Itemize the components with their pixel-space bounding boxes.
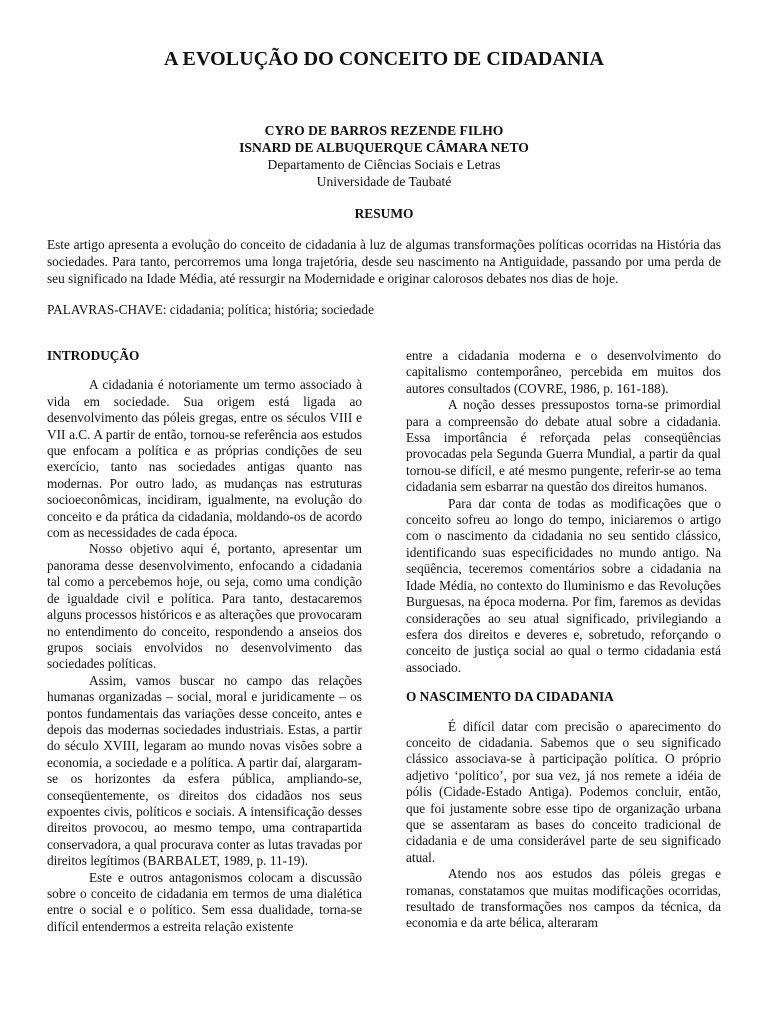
university: Universidade de Taubaté (316, 174, 452, 189)
right-column (406, 348, 721, 932)
left-column (47, 348, 362, 935)
keywords: PALAVRAS-CHAVE: cidadania; política; história; sociedade (47, 302, 374, 317)
section-heading-introducao: INTRODUÇÃO (47, 348, 140, 363)
paragraph: É difícil datar com precisão o aparecimento do conceito de cidadania. Sabemos que o seu significado clássico associava-se à participação política. O próprio adjetivo ‘político’, por sua vez, já nos remete a idéia de pólis (Cidade-Estado Antiga). Podemos concluir, então, que foi justamente sobre esse tipo de organização urbana que se assentaram as bases do conceito tradicional de cidadania e de uma considerável parte de seu significado atual. (406, 718, 721, 865)
abstract-heading: RESUMO (354, 206, 414, 221)
paragraph: Atendo nos aos estudos das póleis gregas e romanas, constatamos que muitas modificações ocorridas, resultado de transformações nos campos da técnica, da economia e da arte bélica, alteraram (406, 866, 721, 931)
paragraph: Nosso objetivo aqui é, portanto, apresentar um panorama desse desenvolvimento, enfocando a cidadania tal como a percebemos hoje, ou seja, como uma condição de igualdade civil e política. Para tanto, destacaremos alguns processos históricos e as alterações que provocaram no entendimento do conceito, respondendo a anseios dos grupos sociais envolvidos no desenvolvimento das sociedades políticas. (47, 541, 362, 672)
author-block (0, 122, 768, 190)
paragraph: A cidadania é notoriamente um termo associado à vida em sociedade. Sua origem está ligada ao desenvolvimento das póleis gregas, entre os séculos VIII e VII a.C. A partir de então, tornou-se referência aos estudos que enfocam a política e as próprias condições de seu exercício, tanto nas sociedades antigas quanto nas modernas. Por outro lado, as mudanças nas estruturas socioeconômicas, incidiram, igualmente, na evolução do conceito e da prática da cidadania, moldando-os de acordo com as necessidades de cada época. (47, 377, 362, 541)
paragraph: A noção desses pressupostos torna-se primordial para a compreensão do debate atual sobre a cidadania. Essa importância é reforçada pelas conseqüências provocadas pela Segunda Guerra Mundial, a partir da qual tornou-se difícil, e até mesmo pungente, referir-se ao tema cidadania sem esbarrar na questão dos direitos humanos. (406, 397, 721, 495)
abstract-text: Este artigo apresenta a evolução do conceito de cidadania à luz de algumas transformações políticas ocorridas na História das sociedades. Para tanto, percorremos uma longa trajetória, desde seu nascimento na Antiguidade, passando por uma perda de seu significado na Idade Média, até ressurgir na Modernidade e originar calorosos debates nos dias de hoje. (47, 237, 721, 286)
paragraph: Este e outros antagonismos colocam a discussão sobre o conceito de cidadania em termos de uma dialética entre o social e o político. Sem essa dualidade, torna-se difícil entendermos a estreita relação existente (47, 869, 362, 934)
department: Departamento de Ciências Sociais e Letras (267, 157, 501, 172)
paper-title: A EVOLUÇÃO DO CONCEITO DE CIDADANIA (163, 48, 604, 70)
section-heading-nascimento: O NASCIMENTO DA CIDADANIA (406, 689, 614, 705)
paragraph: Para dar conta de todas as modificações que o conceito sofreu ao longo do tempo, iniciaremos o artigo com o nascimento da cidadania no seu sentido clássico, identificando suas especificidades no mundo antigo. Na seqüência, teceremos comentários sobre a cidadania na Idade Média, no contexto do Iluminismo e das Revoluções Burguesas, na época moderna. Por fim, faremos as devidas considerações ao seu atual significado, privilegiando a esfera dos direitos e deveres e, sobretudo, reforçando o conceito de justiça social ao qual o termo cidadania está associado. (406, 495, 721, 675)
author-name: CYRO DE BARROS REZENDE FILHO (264, 123, 504, 138)
paragraph: entre a cidadania moderna e o desenvolvimento do capitalismo contemporâneo, percebida em muitos dos autores consultados (COVRE, 1986, p. 161-188). (406, 348, 721, 396)
paragraph: Assim, vamos buscar no campo das relações humanas organizadas – social, moral e juridicamente – os pontos fundamentais das variações desse conceito, antes e depois das modernas sociedades industriais. Estas, a partir do século XVIII, legaram ao mundo novas visões sobre a economia, a sociedade e a política. A partir daí, alargaram-se os horizontes da esfera pública, ampliando-se, conseqüentemente, os direitos dos cidadãos nos seus expoentes civis, políticos e sociais. A intensificação desses direitos provocou, ao mesmo tempo, uma contrapartida conservadora, a qual procurava conter as lutas travadas por direitos legítimos (BARBALET, 1989, p. 11-19). (47, 672, 362, 869)
author-name: ISNARD DE ALBUQUERQUE CÂMARA NETO (239, 140, 529, 155)
